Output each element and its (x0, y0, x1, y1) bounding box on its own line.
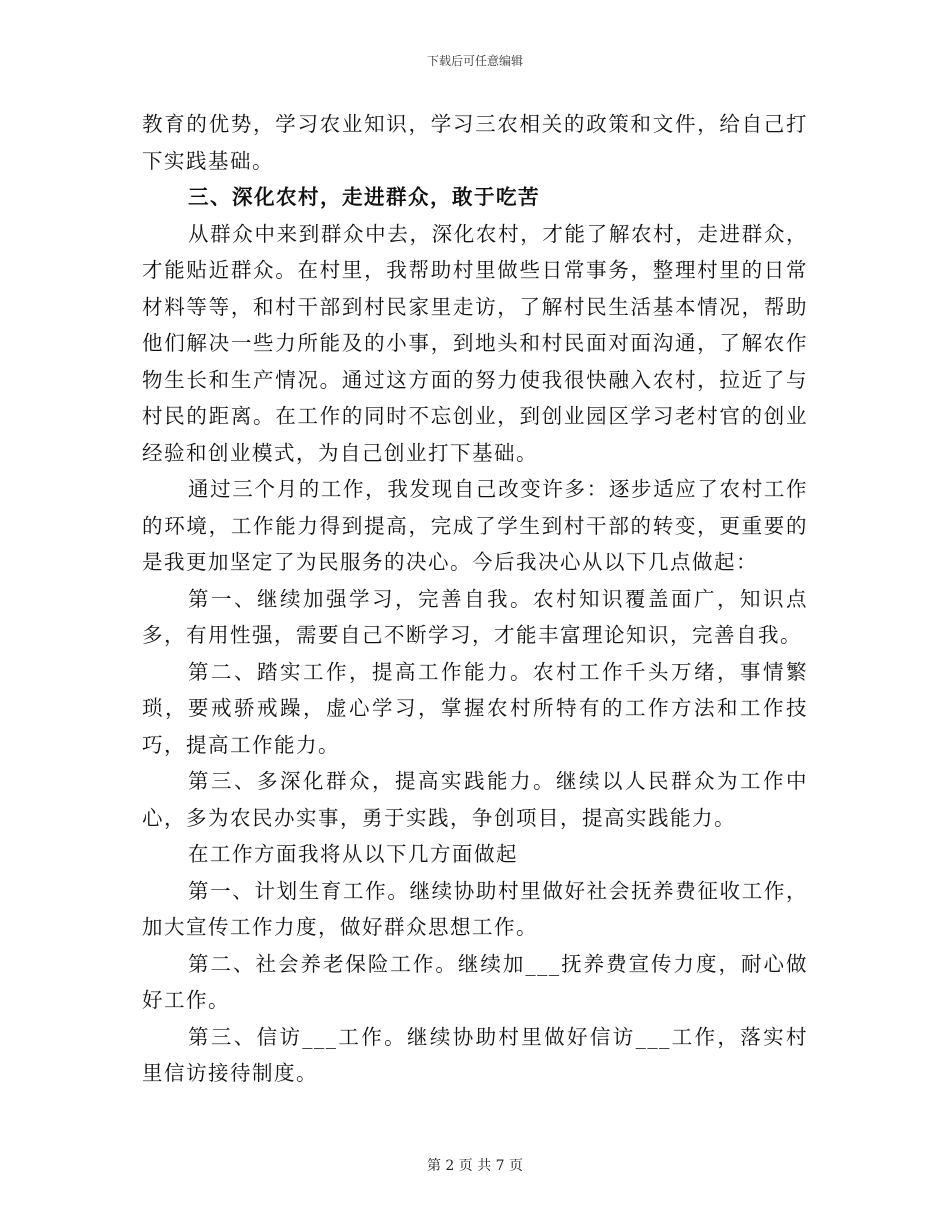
paragraph-go-to-masses: 从群众中来到群众中去，深化农村，才能了解农村，走进群众，才能贴近群众。在村里，我帮助村里做些日常事务，整理村里的日常材料等等，和村干部到村民家里走访，了解村民生活基本情况，帮助他们解决一些力所能及的小事，到地头和村民面对面沟通，了解农作物生长和生产情况。通过这方面的努力使我很快融入农村，拉近了与村民的距离。在工作的同时不忘创业，到创业园区学习老村官的创业经验和创业模式，为自己创业打下基础。 (142, 221, 808, 465)
document-body (142, 106, 808, 1092)
paragraph-continuation: 教育的优势，学习农业知识，学习三农相关的政策和文件，给自己打下实践基础。 (142, 112, 808, 173)
paragraph-plan-3: 第三、多深化群众，提高实践能力。继续以人民群众为工作中心，多为农民办实事，勇于实践，争创项目，提高实践能力。 (142, 769, 808, 830)
paragraph-work-intro: 在工作方面我将从以下几方面做起 (188, 842, 518, 866)
paragraph-work-3: 第三、信访___工作。继续协助村里做好信访___工作，落实村里信访接待制度。 (142, 1024, 808, 1085)
paragraph-work-1: 第一、计划生育工作。继续协助村里做好社会抚养费征收工作，加大宣传工作力度，做好群众思想工作。 (142, 878, 808, 939)
page-header-note: 下载后可任意编辑 (426, 54, 523, 68)
paragraph-work-2: 第二、社会养老保险工作。继续加___抚养费宣传力度，耐心做好工作。 (142, 951, 808, 1012)
section-heading-3: 三、深化农村，走进群众，敢于吃苦 (188, 185, 540, 209)
paragraph-plan-2: 第二、踏实工作，提高工作能力。农村工作千头万绪，事情繁琐，要戒骄戒躁，虚心学习，掌握农村所特有的工作方法和工作技巧，提高工作能力。 (142, 659, 808, 757)
paragraph-three-months-summary: 通过三个月的工作，我发现自己改变许多：逐步适应了农村工作的环境，工作能力得到提高，完成了学生到村干部的转变，更重要的是我更加坚定了为民服务的决心。今后我决心从以下几点做起： (142, 477, 808, 574)
page-number: 第 2 页 共 7 页 (426, 1158, 524, 1174)
paragraph-plan-1: 第一、继续加强学习，完善自我。农村知识覆盖面广，知识点多，有用性强，需要自己不断学习，才能丰富理论知识，完善自我。 (142, 586, 808, 647)
